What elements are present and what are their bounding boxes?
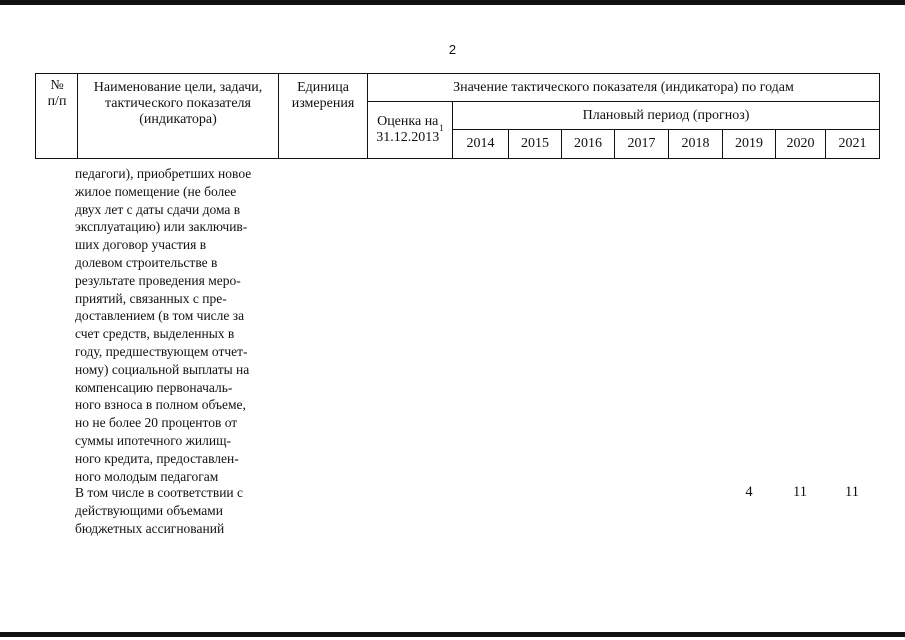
page-number: 2 — [448, 42, 457, 57]
header-col-estimate-text: Оценка на 31.12.2013 — [376, 114, 440, 145]
bottom-border — [0, 632, 905, 637]
value-2021: 11 — [845, 484, 859, 500]
row-budget-allocation: В том числе в соответствии с действующими объемами бюджетных ассигнований — [75, 485, 244, 536]
header-year-2018: 2018 — [681, 136, 710, 151]
header-col-number: № п/п — [47, 78, 67, 109]
header-year-2016: 2016 — [574, 136, 602, 151]
header-year-2014: 2014 — [466, 136, 495, 151]
header-year-2017: 2017 — [627, 136, 656, 151]
header-year-2015: 2015 — [521, 136, 549, 151]
header-planned-period: Плановый период (прогноз) — [582, 107, 750, 123]
header-footnote-mark: 1 — [439, 123, 444, 133]
header-year-2021: 2021 — [838, 136, 867, 151]
header-col-name: Наименование цели, задачи, тактического показателя (индикатора) — [93, 80, 263, 127]
header-col-estimate — [368, 102, 452, 158]
row-indicator-description: педагоги), приобретших новое жилое помещение (не более двух лет с даты сдачи дома в эксплуатацию) или заключив- ших договор участия в долевом строительстве в результате проведения меро- приятий, связанных с пре- доставлением (в том числе за счет средств, выделенных в году, предшествующем отчет- ному) социальной выплаты на компенсацию первоначаль- ного взноса в полном объеме, но не более 20 процентов от суммы ипотечного жилищ- ного кредита, предоставлен- ного молодым педагогам — [75, 166, 252, 484]
header-values-by-year: Значение тактического показателя (индикатора) по годам — [453, 79, 794, 95]
header-col-unit: Единица измерения — [291, 80, 355, 111]
value-2020: 11 — [793, 484, 807, 500]
header-year-2020: 2020 — [786, 136, 815, 151]
value-2019: 4 — [745, 484, 753, 500]
header-year-2019: 2019 — [735, 136, 763, 151]
